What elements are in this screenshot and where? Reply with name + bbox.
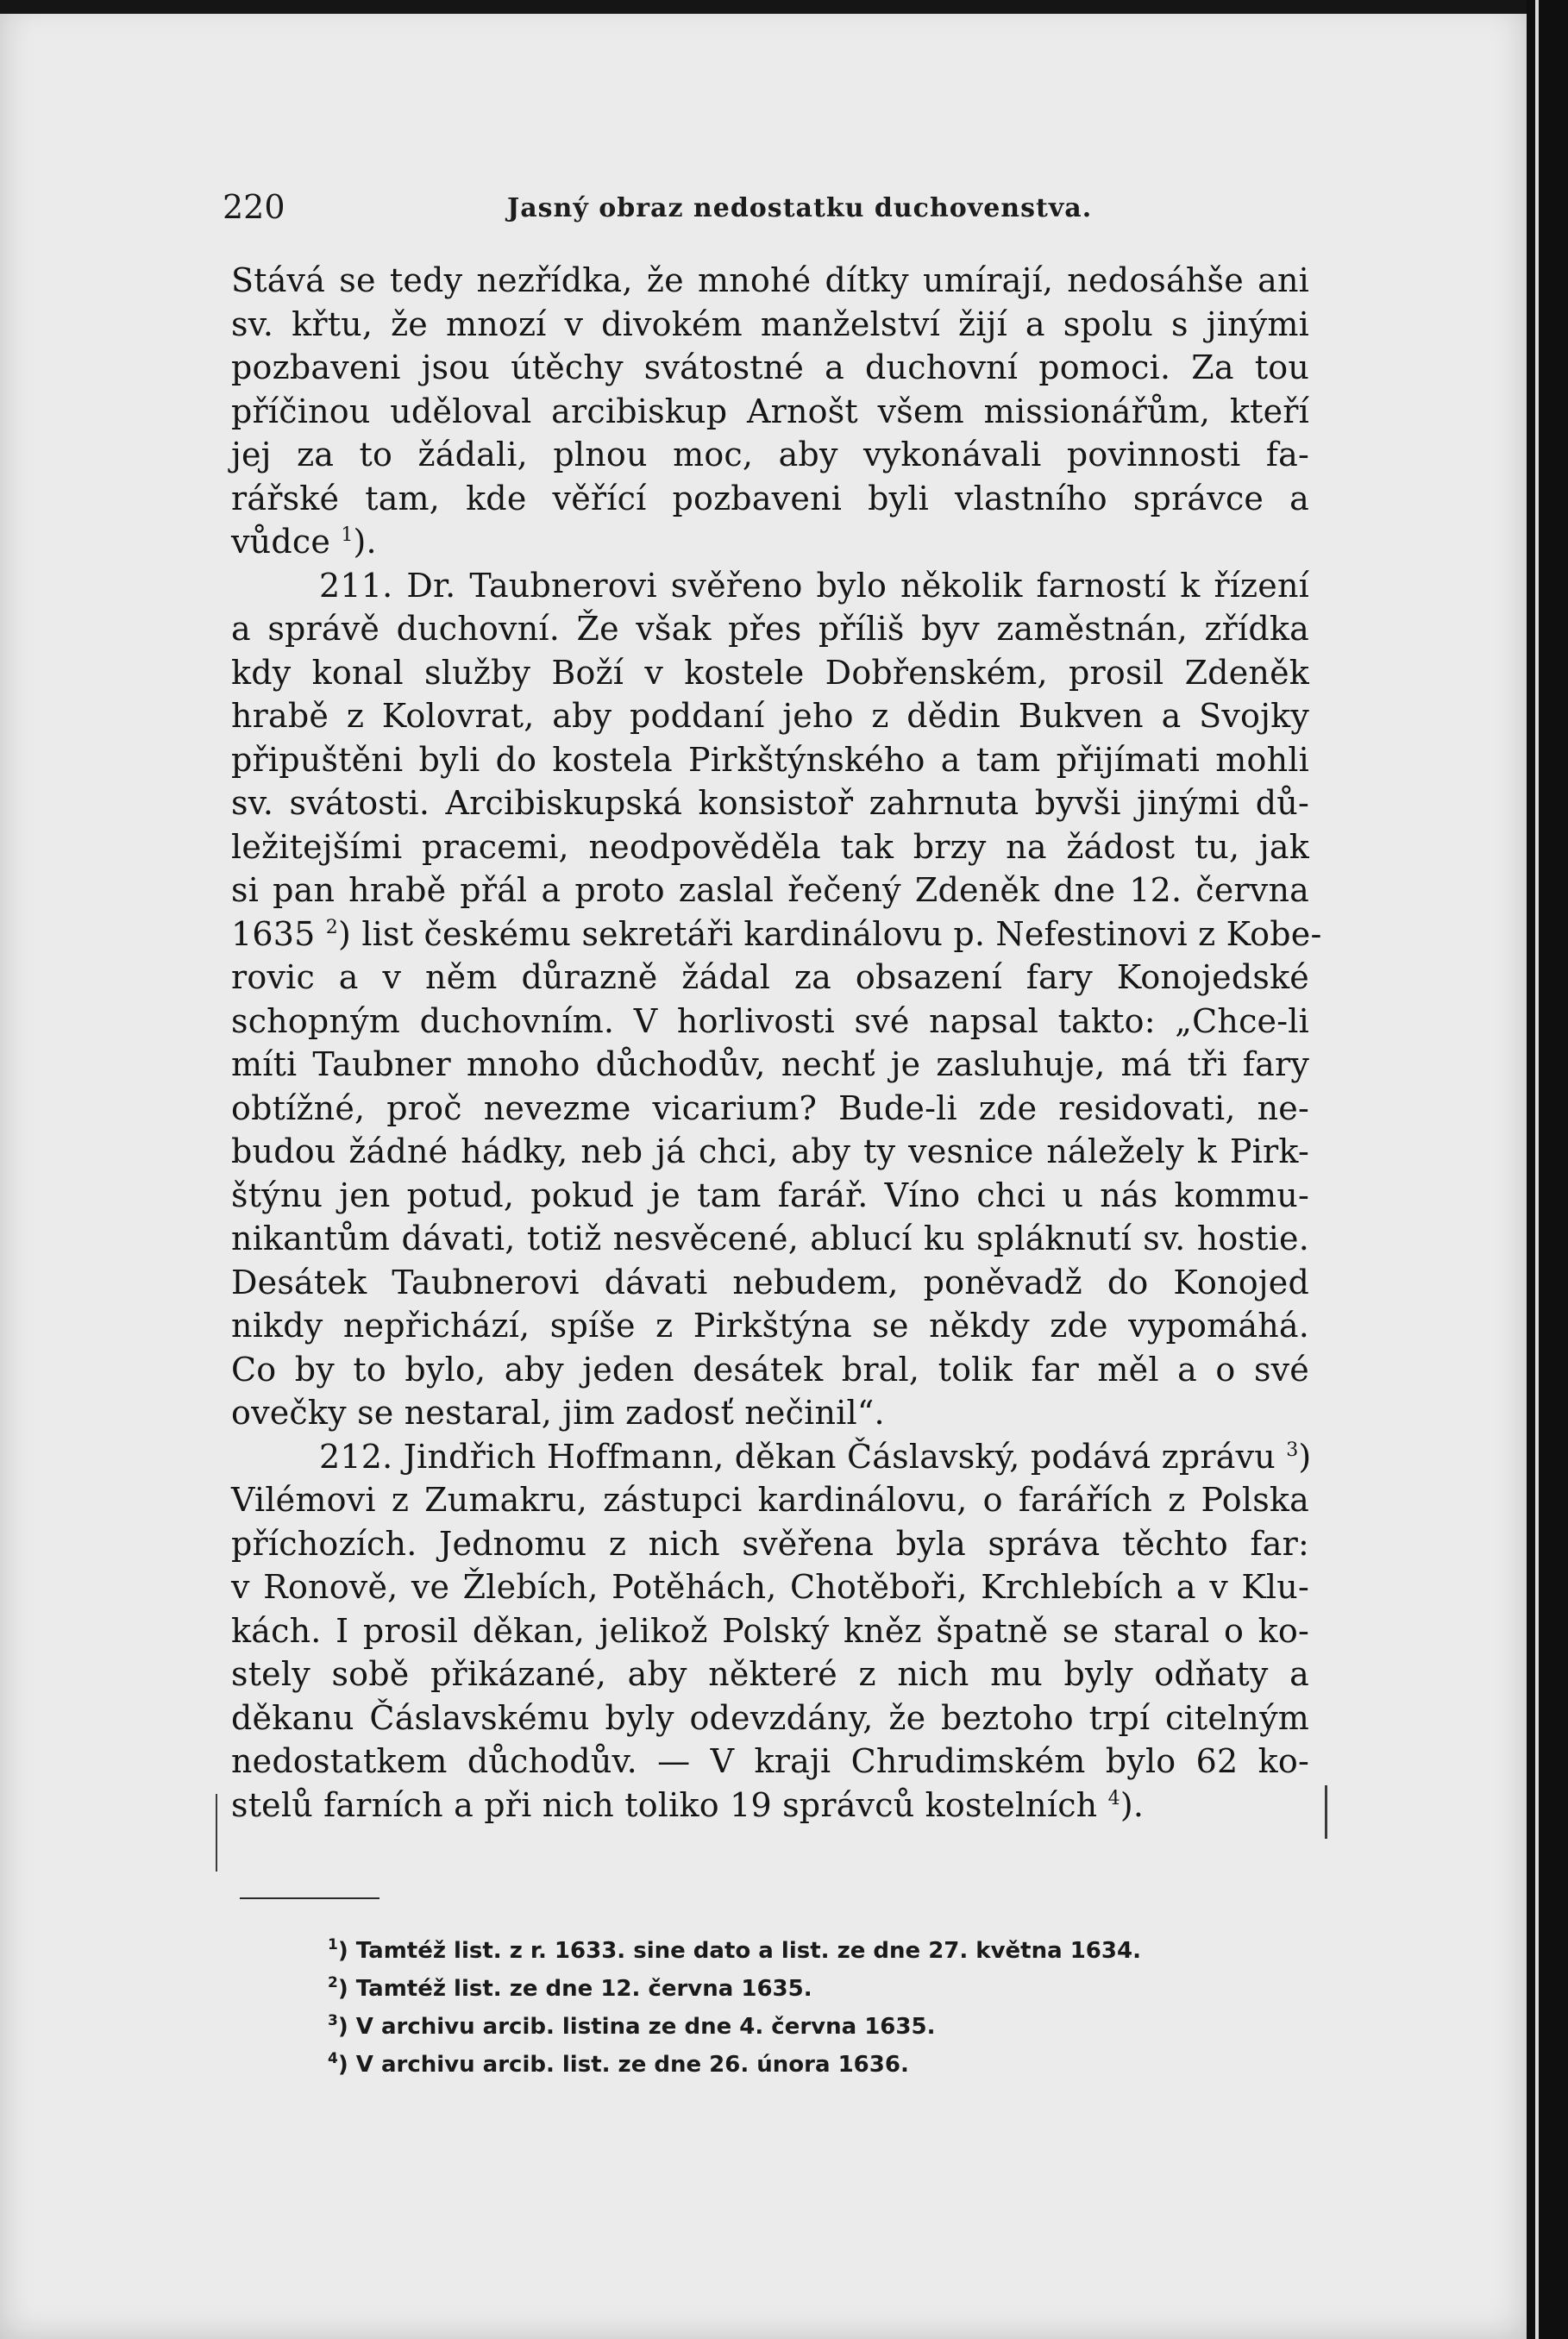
footnote-text: Tamtéž list. z r. 1633. sine dato a list. ze dne 27. května 1634.	[355, 1938, 1141, 1964]
text-line: sv. křtu, že mnozí v divokém manželství žijí a spolu s jinými	[231, 304, 1309, 343]
running-head: Jasný obraz nedostatku duchovenstva.	[507, 193, 1093, 223]
text-line: Vilémovi z Zumakru, zástupci kardinálovu, o farářích z Polska	[231, 1481, 1309, 1519]
text-line: hrabě z Kolovrat, aby poddaní jeho z dědin Bukven a Svojky	[231, 697, 1309, 735]
footnote-mark: 4	[328, 2050, 338, 2067]
text-line: nedostatkem důchodův. — V kraji Chrudimském bylo 62 ko-	[231, 1742, 1309, 1780]
footnote-ref: 3	[1286, 1439, 1299, 1461]
text-line: sv. svátosti. Arcibiskupská konsistoř zahrnuta byvši jinými dů-	[231, 784, 1309, 822]
text-line: a správě duchovní. Že však přes příliš byv zaměstnán, zřídka	[231, 610, 1309, 648]
body-text	[231, 259, 1322, 1827]
text-line: nikdy nepřichází, spíše z Pirkštýna se někdy zde vypomáhá.	[231, 1307, 1309, 1345]
text-line: rářské tam, kde věřící pozbaveni byli vlastního správce a	[231, 479, 1309, 517]
footnote-divider	[240, 1897, 379, 1899]
footnote: $^2$) Tamtéž list. ze dne 12. června 1635.	[328, 1974, 812, 2002]
text-line: kách. I prosil děkan, jelikož Polský kněz špatně se staral o ko-	[231, 1611, 1309, 1650]
footnote: $^4$) V archivu arcib. list. ze dne 26. února 1636.	[328, 2050, 909, 2078]
text-line: příčinou uděloval arcibiskup Arnošt všem missionářům, kteří	[231, 392, 1309, 430]
text-line: schopným duchovním. V horlivosti své napsal takto: „Chce-li	[231, 1001, 1309, 1040]
text-line: míti Taubner mnoho důchodův, nechť je zasluhuje, má tři fary	[231, 1045, 1309, 1083]
text-line: Co by to bylo, aby jeden desátek bral, tolik far měl a o své	[231, 1350, 1309, 1389]
text-line: štýnu jen potud, pokud je tam farář. Víno chci u nás kommu-	[231, 1176, 1309, 1214]
paragraph-start: 211. Dr. Taubnerovi svěřeno bylo několik farností k řízení	[319, 566, 1309, 605]
text-line: kdy konal služby Boží v kostele Dobřenském, prosil Zdeněk	[231, 653, 1309, 692]
text-line: jej za to žádali, plnou moc, aby vykonávali povinnosti fa-	[231, 436, 1309, 473]
footnote-text: Tamtéž list. ze dne 12. června 1635.	[355, 1976, 812, 2002]
margin-pencil-mark	[216, 1794, 217, 1872]
scan-edge-line	[1535, 0, 1539, 2339]
text-fragment: list českému sekretáři kardinálovu p. Nefestinovi z Kobe-	[361, 914, 1322, 953]
text-line: pozbaveni jsou útěchy svátostné a duchovní pomoci. Za tou	[231, 348, 1309, 386]
text-fragment: 212. Jindřich Hoffmann, děkan Čáslavský, podává zprávu	[319, 1437, 1276, 1476]
page-number: 220	[223, 188, 285, 226]
text-line: příchozích. Jednomu z nich svěřena byla správa těchto far:	[231, 1524, 1309, 1563]
text-line: si pan hrabě přál a proto zaslal řečený Zdeněk dne 12. června	[231, 871, 1309, 909]
text-line: děkanu Čáslavskému byly odevzdány, že beztoho trpí citelným	[231, 1698, 1309, 1737]
text-fragment: vůdce	[231, 523, 331, 561]
text-line: stely sobě přikázané, aby některé z nich mu byly odňaty a	[231, 1655, 1309, 1693]
text-line: 1635 $^2$) list českému sekretáři kardinálovu p. Nefestinovi z Kobe-	[231, 914, 1322, 953]
text-fragment: 1635	[231, 914, 316, 953]
text-line: Desátek Taubnerovi dávati nebudem, poněvadž do Konojed	[231, 1263, 1309, 1301]
page-header	[223, 181, 1309, 233]
footnote-text: V archivu arcib. list. ze dne 26. února 1636.	[355, 2052, 909, 2078]
top-scan-border	[0, 0, 1527, 14]
footnotes	[328, 1932, 1141, 2084]
footnote-mark: 2	[328, 1974, 338, 1991]
margin-pencil-mark	[1325, 1785, 1327, 1839]
text-fragment: ).	[353, 523, 377, 561]
scan-edge	[1527, 0, 1568, 2339]
paragraph-start: 212. Jindřich Hoffmann, děkan Čáslavský, podává zprávu $^3$)	[319, 1437, 1312, 1476]
text-line: v Ronově, ve Žlebích, Potěhách, Chotěboři, Krchlebích a v Klu-	[231, 1568, 1309, 1606]
footnote: $^3$) V archivu arcib. listina ze dne 4. června 1635.	[328, 2012, 936, 2040]
text-line	[231, 1784, 1309, 1828]
text-fragment: stelů farních a při nich toliko 19 správců kostelních	[231, 1785, 1098, 1824]
text-line: Stává se tedy nezřídka, že mnohé dítky umírají, nedosáhše ani	[231, 261, 1309, 299]
text-line: připuštěni byli do kostela Pirkštýnského a tam přijímati mohli	[231, 740, 1309, 779]
footnote-text: V archivu arcib. listina ze dne 4. června 1635.	[355, 2014, 936, 2040]
footnote: $^1$) Tamtéž list. z r. 1633. sine dato a list. ze dne 27. května 1634.	[328, 1936, 1141, 1964]
footnote-ref: 1	[341, 524, 354, 546]
text-line: ležitejšími pracemi, neodpověděla tak brzy na žádost tu, jak	[231, 827, 1309, 866]
text-line: obtížné, proč nevezme vicarium? Bude-li zde residovati, ne-	[231, 1088, 1309, 1127]
text-fragment: ).	[1120, 1785, 1145, 1824]
footnote-ref: 2	[325, 916, 338, 938]
text-line: ovečky se nestaral, jim zadosť nečinil“.	[231, 1394, 885, 1432]
text-line: budou žádné hádky, neb já chci, aby ty vesnice náležely k Pirk-	[231, 1132, 1309, 1170]
footnote-ref: 4	[1107, 1787, 1120, 1809]
text-line	[231, 520, 1309, 564]
text-line: rovic a v něm důrazně žádal za obsazení fary Konojedské	[231, 958, 1309, 996]
footnote-mark: 3	[328, 2012, 338, 2029]
footnote-mark: 1	[328, 1936, 338, 1953]
text-line: nikantům dávati, totiž nesvěcené, ablucí ku spláknutí sv. hostie.	[231, 1220, 1309, 1257]
